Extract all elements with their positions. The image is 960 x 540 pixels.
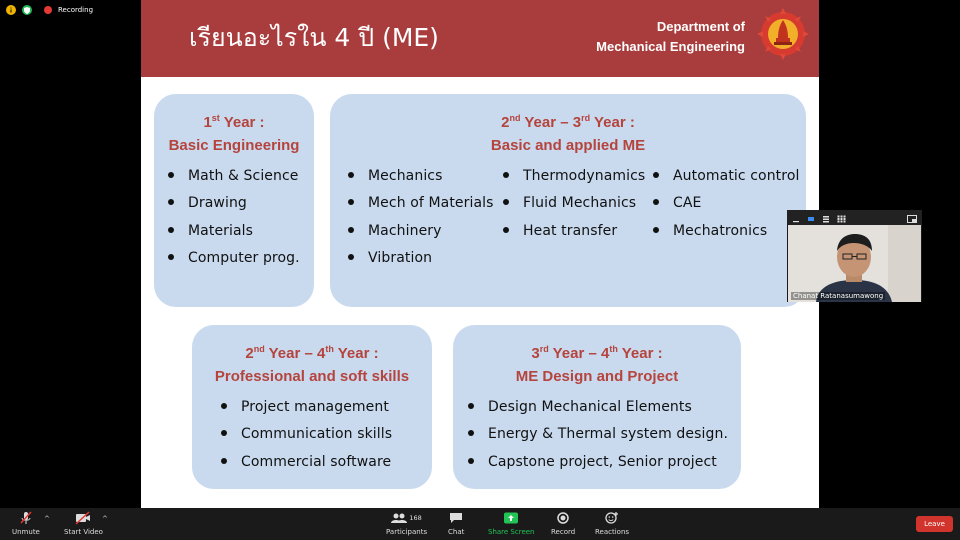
info-icon[interactable] — [6, 5, 16, 15]
topic-list-item: CAE — [651, 193, 799, 220]
participant-count: 168 — [409, 514, 422, 522]
microphone-muted-icon — [18, 511, 34, 525]
card-year-1-subtitle: Basic Engineering — [168, 137, 300, 154]
unmute-button[interactable] — [12, 511, 40, 536]
title-text: Year – — [548, 345, 601, 362]
title-text: Year : — [590, 114, 635, 131]
ordinal-number: 2 — [501, 114, 510, 131]
card-year-3-4-subtitle: ME Design and Project — [515, 368, 679, 385]
ordinal-suffix: rd — [581, 113, 591, 123]
participants-button[interactable] — [386, 511, 427, 536]
reactions-button[interactable] — [595, 511, 629, 536]
ordinal-suffix: st — [211, 113, 220, 123]
topic-list-item: Fluid Mechanics — [501, 193, 645, 220]
card-year-2-3 — [330, 94, 806, 307]
university-logo-icon — [757, 8, 809, 60]
year-2-4-topic-list — [219, 397, 392, 479]
topic-list-item: Mechanics — [346, 166, 494, 193]
topic-list-item: Computer prog. — [166, 248, 300, 275]
topic-list-item: Drawing — [166, 193, 300, 220]
video-options-chevron-icon[interactable]: ^ — [102, 515, 108, 523]
ordinal-suffix: nd — [509, 113, 521, 123]
start-video-label: Start Video — [64, 528, 103, 536]
card-year-3-4 — [453, 325, 741, 489]
participants-label: Participants — [386, 528, 428, 536]
card-year-2-4-title — [192, 338, 432, 365]
department-name — [596, 17, 745, 57]
department-line-1: Department of — [656, 19, 745, 34]
topic-list-item: Energy & Thermal system design. — [466, 424, 728, 451]
card-year-3-4-title — [453, 338, 741, 365]
unmute-label: Unmute — [12, 528, 40, 536]
title-text: Year : — [333, 345, 379, 362]
participant-name-label: Chanat Ratanasumawong — [793, 292, 884, 300]
year-2-3-topic-list-col1 — [346, 166, 494, 275]
reactions-icon — [605, 511, 619, 525]
participants-icon-wrap — [391, 511, 421, 525]
topic-list-item: Capstone project, Senior project — [466, 452, 728, 479]
video-tile-toolbar — [787, 210, 922, 225]
ordinal-number: 1 — [203, 114, 212, 131]
share-screen-icon — [503, 511, 519, 525]
ordinal-suffix: rd — [539, 344, 549, 354]
participant-person-image — [788, 225, 921, 302]
record-label: Record — [551, 528, 576, 536]
ordinal-number: 3 — [572, 114, 582, 131]
top-status-bar — [6, 5, 93, 15]
topic-list-item: Heat transfer — [501, 221, 645, 248]
video-off-icon — [74, 511, 92, 525]
topic-list-item: Thermodynamics — [501, 166, 645, 193]
card-year-1-title — [154, 107, 314, 134]
share-screen-label: Share Screen — [488, 528, 535, 536]
topic-list-item: Mechatronics — [651, 221, 799, 248]
topic-list-item: Project management — [219, 397, 392, 424]
year-2-3-topic-list-col3 — [651, 166, 799, 248]
participant-video-feed — [788, 225, 921, 302]
share-screen-button[interactable] — [488, 511, 535, 536]
topic-list-item: Math & Science — [166, 166, 300, 193]
ordinal-suffix: th — [609, 344, 618, 354]
slide-header — [141, 0, 819, 77]
topic-list-item: Commercial software — [219, 452, 392, 479]
recording-label: Recording — [58, 6, 94, 14]
leave-button[interactable]: Leave — [916, 516, 953, 532]
topic-list-item: Communication skills — [219, 424, 392, 451]
card-year-2-4-subtitle: Professional and soft skills — [214, 368, 410, 385]
department-line-2: Mechanical Engineering — [596, 39, 745, 54]
meeting-toolbar — [0, 508, 960, 540]
reactions-label: Reactions — [595, 528, 630, 536]
title-text: Year – — [264, 345, 317, 362]
ordinal-number: 4 — [601, 345, 610, 362]
record-icon — [557, 511, 569, 525]
ordinal-suffix: th — [325, 344, 334, 354]
topic-list-item: Machinery — [346, 221, 494, 248]
year-2-3-topic-list-col2 — [501, 166, 645, 248]
ordinal-number: 4 — [317, 345, 326, 362]
ordinal-number: 2 — [245, 345, 254, 362]
year-1-topic-list — [166, 166, 300, 275]
topic-list-item: Materials — [166, 221, 300, 248]
topic-list-item: Design Mechanical Elements — [466, 397, 728, 424]
topic-list-item: Mech of Materials — [346, 193, 494, 220]
card-year-2-3-subtitle: Basic and applied ME — [490, 137, 646, 154]
participant-video-tile[interactable] — [787, 210, 922, 302]
shield-icon[interactable] — [22, 5, 32, 15]
chat-label: Chat — [448, 528, 465, 536]
year-3-4-topic-list — [466, 397, 728, 479]
chat-icon — [449, 511, 463, 525]
start-video-button[interactable] — [64, 511, 103, 536]
topic-list-item: Automatic control — [651, 166, 799, 193]
ordinal-suffix: nd — [253, 344, 265, 354]
card-year-2-4 — [192, 325, 432, 489]
card-year-1 — [154, 94, 314, 307]
recording-icon — [44, 6, 52, 14]
chat-button[interactable] — [448, 511, 464, 536]
participants-icon — [391, 512, 407, 524]
title-text: Year : — [219, 114, 265, 131]
title-text: Year – — [520, 114, 573, 131]
record-button[interactable] — [551, 511, 575, 536]
card-year-2-3-title — [330, 107, 806, 134]
topic-list-item: Vibration — [346, 248, 494, 275]
title-text: Year : — [617, 345, 663, 362]
audio-options-chevron-icon[interactable]: ^ — [44, 515, 50, 523]
shared-slide — [141, 0, 819, 508]
ordinal-number: 3 — [531, 345, 540, 362]
slide-title: เรียนอะไรใน 4 ปี (ME) — [189, 23, 439, 52]
